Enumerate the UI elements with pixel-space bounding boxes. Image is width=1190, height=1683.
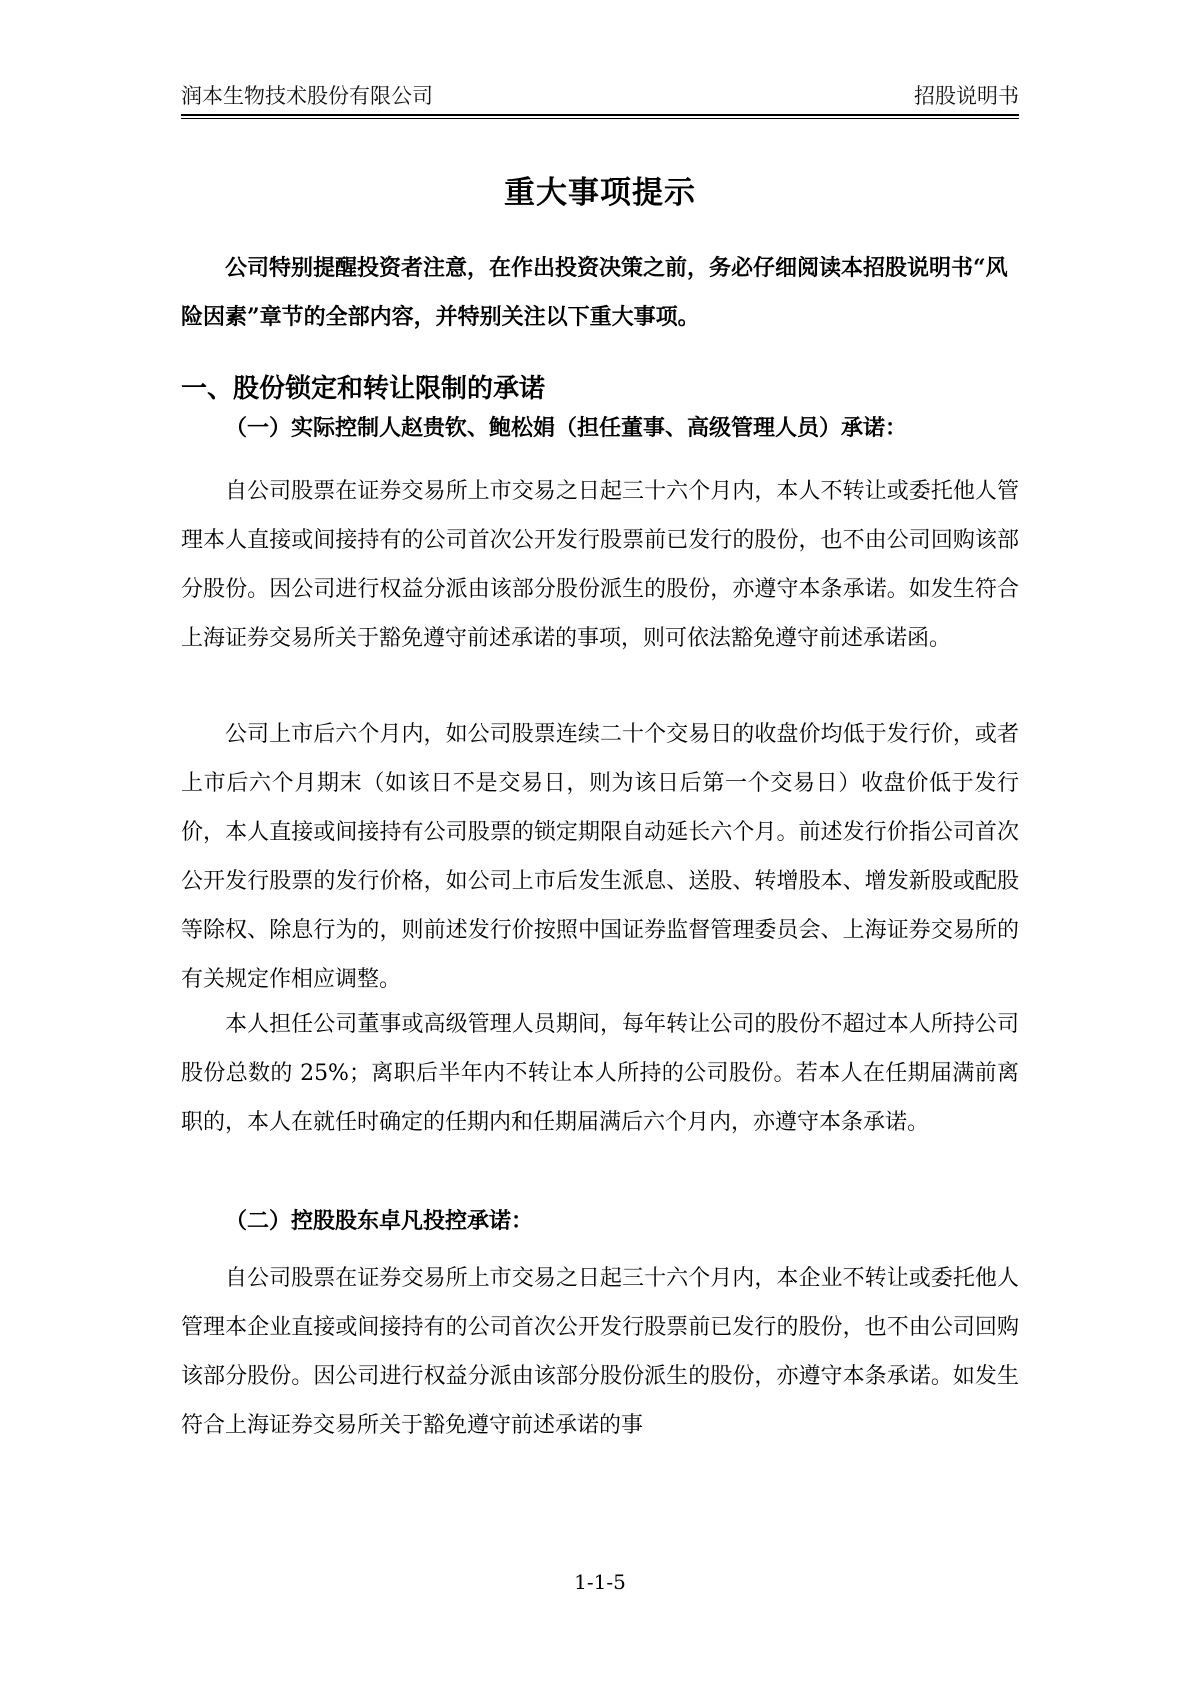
subsection-heading-controller: （一）实际控制人赵贵钦、鲍松娟（担任董事、高级管理人员）承诺： [225, 415, 908, 441]
paragraph-shareholder-lockup: 自公司股票在证券交易所上市交易之日起三十六个月内，本企业不转让或委托他人管理本企业直接或间接持有的公司首次公开发行股票前已发行的股份，也不由公司回购该部分股份。因公司进行权益分派由该部分股份派生的股份，亦遵守本条承诺。如发生符合上海证券交易所关于豁免遵守前述承诺的事 [181, 1266, 1019, 1438]
paragraph-lockup-36-months: 自公司股票在证券交易所上市交易之日起三十六个月内，本人不转让或委托他人管理本人直接或间接持有的公司首次公开发行股票前已发行的股份，也不由公司回购该部分股份。因公司进行权益分派由该部分股份派生的股份，亦遵守本条承诺。如发生符合上海证券交易所关于豁免遵守前述承诺的事项，则可依法豁免遵守前述承诺函。 [181, 479, 1019, 651]
intro-notice: 公司特别提醒投资者注意，在作出投资决策之前，务必仔细阅读本招股说明书“风险因素”章节的全部内容，并特别关注以下重大事项。 [181, 255, 1008, 330]
subsection-heading-controlling-shareholder: （二）控股股东卓凡投控承诺： [225, 1208, 534, 1234]
page-title: 重大事项提示 [504, 175, 696, 211]
page-header [181, 82, 1019, 110]
header-divider [181, 114, 1019, 116]
paragraph-price-extension: 公司上市后六个月内，如公司股票连续二十个交易日的收盘价均低于发行价，或者上市后六个月期末（如该日不是交易日，则为该日后第一个交易日）收盘价低于发行价，本人直接或间接持有公司股票的锁定期限自动延长六个月。前述发行价指公司首次公开发行股票的发行价格，如公司上市后发生派息、送股、转增股本、增发新股或配股等除权、除息行为的，则前述发行价按照中国证券监督管理委员会、上海证券交易所的有关规定作相应调整。 [181, 722, 1019, 992]
header-divider-thin [181, 118, 1019, 119]
section-heading-share-lockup: 一、股份锁定和转让限制的承诺 [181, 374, 546, 404]
header-company-name: 润本生物技术股份有限公司 [181, 84, 433, 108]
paragraph-director-transfer-limit: 本人担任公司董事或高级管理人员期间，每年转让公司的股份不超过本人所持公司股份总数的 25%；离职后半年内不转让本人所持的公司股份。若本人在任期届满前离职的，本人在就任时确定的任期内和任期届满后六个月内，亦遵守本条承诺。 [181, 1012, 1019, 1135]
header-document-type: 招股说明书 [914, 84, 1019, 108]
page-number: 1-1-5 [574, 1570, 626, 1594]
